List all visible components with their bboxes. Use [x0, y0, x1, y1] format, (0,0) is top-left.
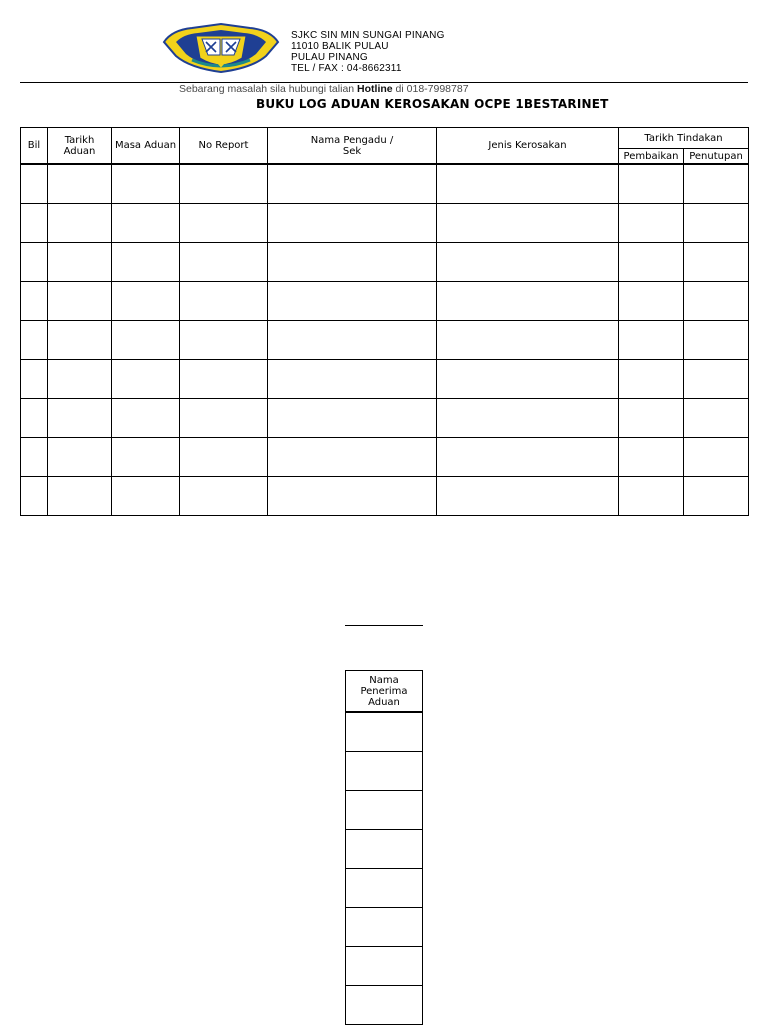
table-row: [346, 869, 423, 908]
school-crest-logo: [162, 22, 280, 74]
table-cell[interactable]: [48, 243, 112, 282]
col-bil: Bil: [21, 128, 48, 165]
table-cell[interactable]: [268, 399, 437, 438]
table-cell[interactable]: [684, 321, 749, 360]
table-cell[interactable]: [684, 360, 749, 399]
table-cell[interactable]: [437, 360, 619, 399]
table-cell[interactable]: [21, 243, 48, 282]
col-nama-pengadu: [268, 128, 437, 165]
table-row: [21, 282, 749, 321]
table-cell[interactable]: [684, 477, 749, 516]
page-title: BUKU LOG ADUAN KEROSAKAN OCPE 1BESTARINET: [256, 97, 609, 111]
table-row: [346, 986, 423, 1025]
table-cell[interactable]: [684, 164, 749, 204]
table-cell[interactable]: [112, 204, 180, 243]
receiver-table: [345, 670, 423, 1025]
col-pembaikan: Pembaikan: [619, 149, 684, 165]
table-cell[interactable]: [619, 243, 684, 282]
table-cell[interactable]: [684, 282, 749, 321]
table-cell[interactable]: [346, 791, 423, 830]
col-jenis-kerosakan: Jenis Kerosakan: [437, 128, 619, 165]
table-cell[interactable]: [112, 477, 180, 516]
table-cell[interactable]: [112, 243, 180, 282]
table-row: [21, 321, 749, 360]
table-cell[interactable]: [684, 399, 749, 438]
table-cell[interactable]: [180, 204, 268, 243]
table-cell[interactable]: [684, 243, 749, 282]
table-cell[interactable]: [619, 321, 684, 360]
table-cell[interactable]: [619, 204, 684, 243]
table-cell[interactable]: [346, 947, 423, 986]
table-cell[interactable]: [21, 282, 48, 321]
table-cell[interactable]: [437, 321, 619, 360]
signature-line: [345, 625, 423, 626]
receiver-header-line1: Nama: [369, 674, 399, 686]
table-cell[interactable]: [437, 243, 619, 282]
table-row: [21, 399, 749, 438]
table-cell[interactable]: [619, 477, 684, 516]
table-cell[interactable]: [48, 204, 112, 243]
table-cell[interactable]: [619, 360, 684, 399]
col-nama-pengadu-line2: Sek: [342, 145, 362, 157]
log-table-body: [21, 164, 749, 516]
table-cell[interactable]: [437, 477, 619, 516]
table-row: [21, 243, 749, 282]
col-tarikh-aduan-line1: Tarikh: [64, 134, 95, 146]
table-cell[interactable]: [48, 360, 112, 399]
table-cell[interactable]: [21, 360, 48, 399]
table-cell[interactable]: [619, 399, 684, 438]
table-row: [346, 908, 423, 947]
table-cell[interactable]: [180, 164, 268, 204]
receiver-header-line2: Penerima: [360, 685, 408, 697]
table-cell[interactable]: [619, 438, 684, 477]
table-cell[interactable]: [180, 243, 268, 282]
table-cell[interactable]: [21, 164, 48, 204]
table-cell[interactable]: [21, 204, 48, 243]
tel-fax: TEL / FAX : 04-8662311: [291, 63, 402, 74]
table-cell[interactable]: [268, 438, 437, 477]
state: PULAU PINANG: [291, 52, 368, 63]
table-row: [346, 830, 423, 869]
table-row: [346, 791, 423, 830]
table-cell[interactable]: [180, 282, 268, 321]
table-cell[interactable]: [180, 321, 268, 360]
col-tarikh-aduan-line2: Aduan: [63, 145, 96, 157]
table-cell[interactable]: [180, 477, 268, 516]
col-nama-penerima-aduan: [346, 671, 423, 713]
table-cell[interactable]: [48, 282, 112, 321]
table-cell[interactable]: [112, 282, 180, 321]
table-cell[interactable]: [48, 399, 112, 438]
hotline-number: di 018-7998787: [392, 83, 469, 95]
table-row: [346, 752, 423, 791]
table-cell[interactable]: [268, 321, 437, 360]
table-row: [21, 477, 749, 516]
col-nama-pengadu-line1: Nama Pengadu /: [310, 134, 394, 146]
table-cell[interactable]: [48, 477, 112, 516]
table-cell[interactable]: [21, 477, 48, 516]
table-cell[interactable]: [437, 204, 619, 243]
table-cell[interactable]: [180, 360, 268, 399]
table-cell[interactable]: [112, 164, 180, 204]
hotline-bold: Hotline: [357, 83, 393, 95]
table-cell[interactable]: [437, 438, 619, 477]
table-cell[interactable]: [437, 399, 619, 438]
table-cell[interactable]: [21, 438, 48, 477]
table-cell[interactable]: [346, 908, 423, 947]
table-cell[interactable]: [268, 360, 437, 399]
table-cell[interactable]: [268, 282, 437, 321]
table-cell[interactable]: [346, 712, 423, 752]
table-cell[interactable]: [346, 869, 423, 908]
table-cell[interactable]: [268, 204, 437, 243]
table-cell[interactable]: [346, 830, 423, 869]
receiver-table-body: [346, 712, 423, 1025]
table-cell[interactable]: [619, 282, 684, 321]
col-tarikh-tindakan: Tarikh Tindakan: [619, 128, 749, 149]
table-row: [21, 164, 749, 204]
table-cell[interactable]: [48, 321, 112, 360]
table-row: [21, 438, 749, 477]
col-tarikh-aduan: [48, 128, 112, 165]
table-cell[interactable]: [346, 986, 423, 1025]
table-cell[interactable]: [437, 282, 619, 321]
table-cell[interactable]: [112, 360, 180, 399]
table-cell[interactable]: [48, 438, 112, 477]
table-cell[interactable]: [112, 438, 180, 477]
postcode-city: 11010 BALIK PULAU: [291, 41, 389, 52]
table-row: [21, 204, 749, 243]
table-row: [346, 712, 423, 752]
hotline-notice: [179, 83, 469, 95]
school-address: [291, 30, 445, 74]
table-cell[interactable]: [268, 243, 437, 282]
table-cell[interactable]: [684, 204, 749, 243]
table-cell[interactable]: [268, 477, 437, 516]
school-name: SJKC SIN MIN SUNGAI PINANG: [291, 30, 445, 41]
hotline-prefix: Sebarang masalah sila hubungi talian: [179, 83, 358, 95]
table-cell[interactable]: [346, 752, 423, 791]
table-cell[interactable]: [21, 321, 48, 360]
col-penutupan: Penutupan: [684, 149, 749, 165]
col-masa-aduan: Masa Aduan: [112, 128, 180, 165]
col-no-report: No Report: [180, 128, 268, 165]
receiver-header-line3: Aduan: [368, 696, 400, 708]
table-cell[interactable]: [619, 164, 684, 204]
table-cell[interactable]: [684, 438, 749, 477]
table-cell[interactable]: [112, 399, 180, 438]
table-cell[interactable]: [437, 164, 619, 204]
table-cell[interactable]: [112, 321, 180, 360]
complaint-log-table: [20, 127, 749, 516]
table-row: [346, 947, 423, 986]
table-cell[interactable]: [180, 399, 268, 438]
table-cell[interactable]: [21, 399, 48, 438]
table-cell[interactable]: [268, 164, 437, 204]
table-cell[interactable]: [48, 164, 112, 204]
table-row: [21, 360, 749, 399]
table-cell[interactable]: [180, 438, 268, 477]
